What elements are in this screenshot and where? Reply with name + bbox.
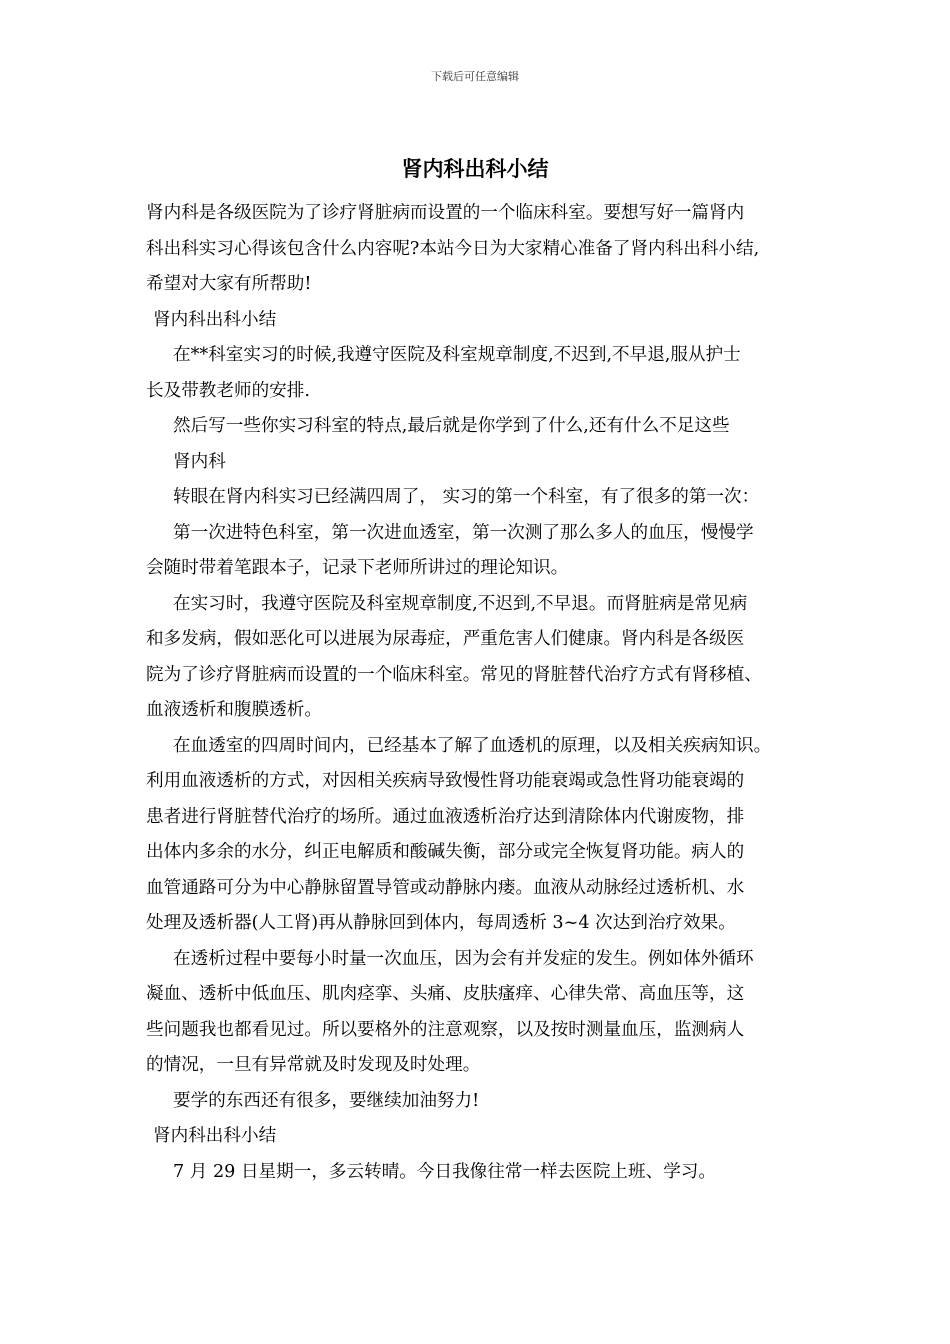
paragraph-line: 的情况，一旦有异常就及时发现及时处理。 (146, 1055, 481, 1075)
paragraph-line: 长及带教老师的安排. (146, 380, 310, 401)
paragraph-line: 然后写一些你实习科室的特点,最后就是你学到了什么,还有什么不足这些 (173, 416, 730, 436)
paragraph-line: 会随时带着笔跟本子，记录下老师所讲过的理论知识。 (146, 558, 569, 578)
paragraph-line: 凝血、透析中低血压、肌肉痉挛、头痛、皮肤瘙痒、心律失常、高血压等，这 (146, 984, 745, 1004)
paragraph-line: 患者进行肾脏替代治疗的场所。通过血液透析治疗达到清除体内代谢废物，排 (146, 806, 745, 827)
paragraph-line: 第一次进特色科室，第一次进血透室，第一次测了那么多人的血压，慢慢学 (173, 522, 754, 543)
section-heading: 肾内科出科小结 (153, 309, 277, 330)
paragraph-line: 出体内多余的水分，纠正电解质和酸碱失衡，部分或完全恢复肾功能。病人的 (146, 842, 745, 862)
paragraph-line: 在血透室的四周时间内，已经基本了解了血透机的原理，以及相关疾病知识。 (173, 735, 772, 756)
paragraph-line: 院为了诊疗肾脏病而设置的一个临床科室。常见的肾脏替代治疗方式有肾移植、 (146, 664, 762, 685)
paragraph-line: 血液透析和腹膜透析。 (146, 700, 322, 720)
section-heading: 肾内科出科小结 (153, 1126, 277, 1146)
paragraph-line: 肾内科是各级医院为了诊疗肾脏病而设置的一个临床科室。要想写好一篇肾内 (146, 203, 745, 223)
paragraph-line: 在透析过程中要每小时量一次血压，因为会有并发症的发生。例如体外循环 (173, 948, 754, 969)
paragraph-line: 些问题我也都看见过。所以要格外的注意观察，以及按时测量血压，监测病人 (146, 1019, 745, 1040)
paragraph-line: 希望对大家有所帮助! (146, 274, 312, 294)
header-note: 下载后可任意编辑 (431, 70, 519, 83)
paragraph-line: 肾内科 (173, 451, 226, 472)
paragraph-line: 科出科实习心得该包含什么内容呢?本站今日为大家精心准备了肾内科出科小结, (146, 238, 760, 259)
paragraph-line: 转眼在肾内科实习已经满四周了， 实习的第一个科室，有了很多的第一次： (173, 487, 760, 507)
paragraph-line: 在实习时，我遵守医院及科室规章制度,不迟到,不早退。而肾脏病是常见病 (173, 593, 748, 614)
paragraph-line: 要学的东西还有很多，要继续加油努力! (173, 1090, 480, 1111)
paragraph-line: 处理及透析器(人工肾)再从静脉回到体内，每周透析 3~4 次达到治疗效果。 (146, 913, 736, 933)
paragraph-line: 和多发病，假如恶化可以进展为尿毒症，严重危害人们健康。肾内科是各级医 (146, 629, 745, 649)
paragraph-line: 利用血液透析的方式，对因相关疾病导致慢性肾功能衰竭或急性肾功能衰竭的 (146, 771, 745, 791)
paragraph-line: 7 月 29 日星期一，多云转晴。今日我像往常一样去医院上班、学习。 (173, 1161, 716, 1182)
document-title: 肾内科出科小结 (401, 156, 549, 181)
document-body (146, 196, 810, 1190)
paragraph-line: 血管通路可分为中心静脉留置导管或动静脉内瘘。血液从动脉经过透析机、水 (146, 877, 745, 898)
paragraph-line: 在**科室实习的时候,我遵守医院及科室规章制度,不迟到,不早退,服从护士 (173, 345, 741, 365)
